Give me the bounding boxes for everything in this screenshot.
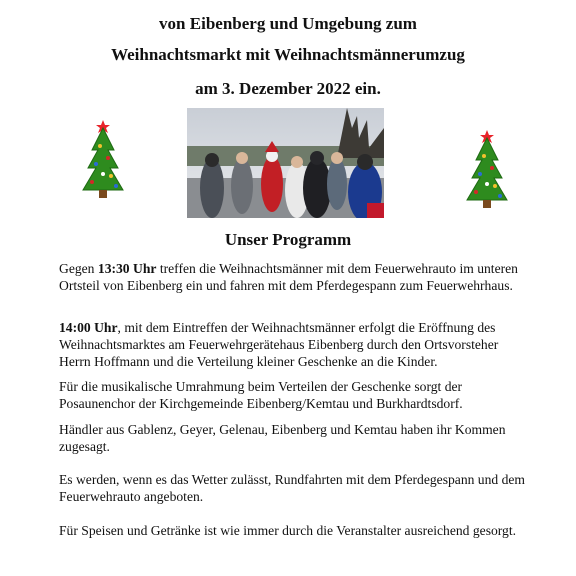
heading-line-3: am 3. Dezember 2022 ein. [195,79,381,98]
program-paragraph-2: 14:00 Uhr, mit dem Eintreffen der Weihnachtsmänner erfolgt die Eröffnung des Weihnachtsmarktes am Feuerwehrgerätehaus Eibenberg durch den Ortsvorsteher Herrn Hoffmann und die Verteilung kleiner Geschenke an die Kinder. [59,320,499,369]
program-title: Unser Programm [224,230,352,249]
program-paragraph-4: Händler aus Gablenz, Geyer, Gelenau, Eibenberg und Kemtau haben ihr Kommen zugesagt. [59,422,506,454]
program-paragraph-1: Gegen 13:30 Uhr treffen die Weihnachtsmänner mit dem Feuerwehrauto im unteren Ortsteil von Eibenberg ein und fahren mit dem Pferdegespann zum Feuerwehrhaus. [59,261,518,293]
program-paragraph-6: Für Speisen und Getränke ist wie immer durch die Veranstalter ausreichend gesorgt. [59,523,517,538]
market-photo [187,108,384,218]
christmas-tree-icon [462,126,512,216]
heading-line-1: von Eibenberg und Umgebung zum [159,14,417,33]
program-paragraph-3: Für die musikalische Umrahmung beim Verteilen der Geschenke sorgt der Posaunenchor der Kirchgemeinde Eibenberg/Kemtau und Burkhardtsdorf. [59,379,463,411]
program-paragraph-5: Es werden, wenn es das Wetter zulässt, Rundfahrten mit dem Pferdegespann und dem Feuerwehrauto angeboten. [59,472,526,504]
christmas-tree-icon [78,116,128,206]
heading-line-2: Weihnachtsmarkt mit Weihnachtsmännerumzug [111,45,465,64]
